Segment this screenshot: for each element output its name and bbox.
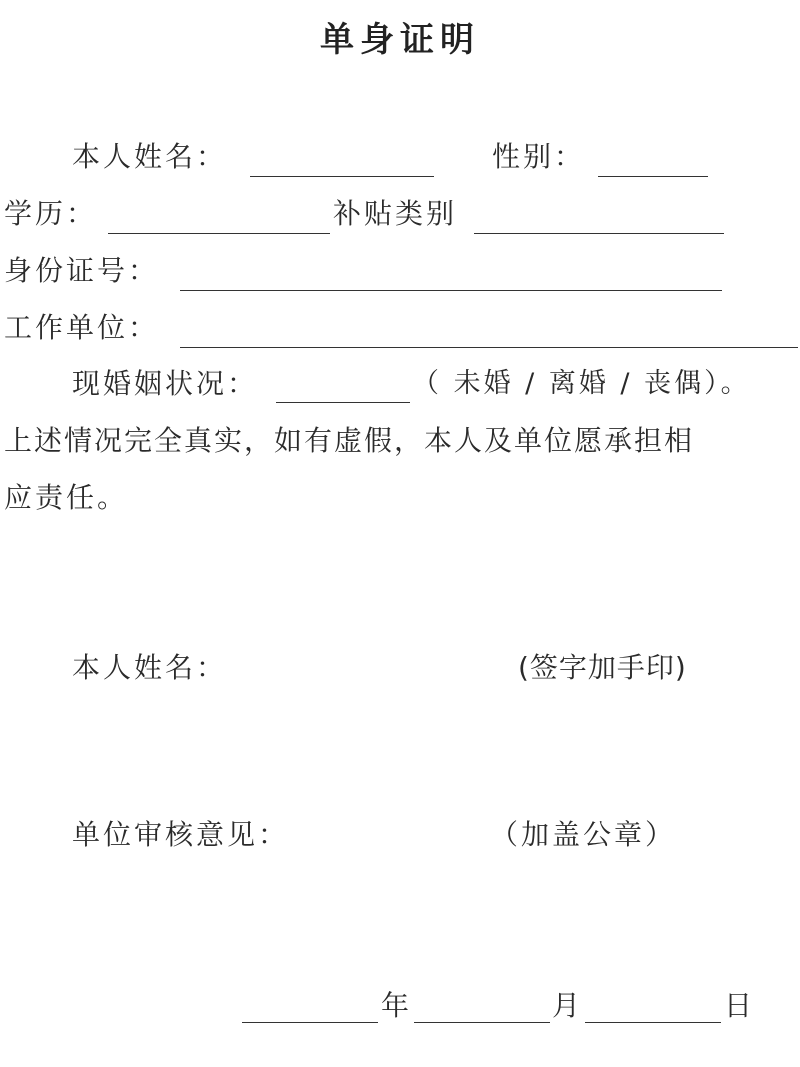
statement-line-1: 上述情况完全真实，如有虚假，本人及单位愿承担相 <box>4 424 695 457</box>
subsidy-category-blank-line <box>474 233 724 234</box>
official-seal-note: （加盖公章） <box>490 818 677 851</box>
year-label: 年 <box>381 989 413 1022</box>
education-label: 学历： <box>4 197 98 230</box>
employer-blank-line <box>180 347 798 348</box>
subsidy-category-label: 补贴类别 <box>333 197 458 230</box>
employer-review-label: 单位审核意见： <box>72 818 290 851</box>
gender-label: 性别： <box>492 140 586 173</box>
month-label: 月 <box>552 989 584 1022</box>
statement-line-2: 应责任。 <box>4 481 129 514</box>
signature-name-label: 本人姓名： <box>72 651 228 684</box>
marital-status-blank-line <box>276 402 410 403</box>
id-number-label: 身份证号： <box>4 254 160 287</box>
name-label: 本人姓名： <box>72 140 228 173</box>
education-blank-line <box>108 233 330 234</box>
id-number-blank-line <box>180 290 722 291</box>
day-label: 日 <box>724 989 756 1022</box>
gender-blank-line <box>598 176 708 177</box>
employer-label: 工作单位： <box>4 311 160 344</box>
name-blank-line <box>250 176 434 177</box>
marital-status-label: 现婚姻状况： <box>72 367 259 400</box>
marital-status-options: （ 未婚 / 离婚 / 丧偶）。 <box>412 368 751 399</box>
year-blank-line <box>242 1022 378 1023</box>
day-blank-line <box>585 1022 721 1023</box>
signature-note: (签字加手印) <box>518 651 687 684</box>
page-title: 单身证明 <box>320 20 480 60</box>
month-blank-line <box>414 1022 550 1023</box>
